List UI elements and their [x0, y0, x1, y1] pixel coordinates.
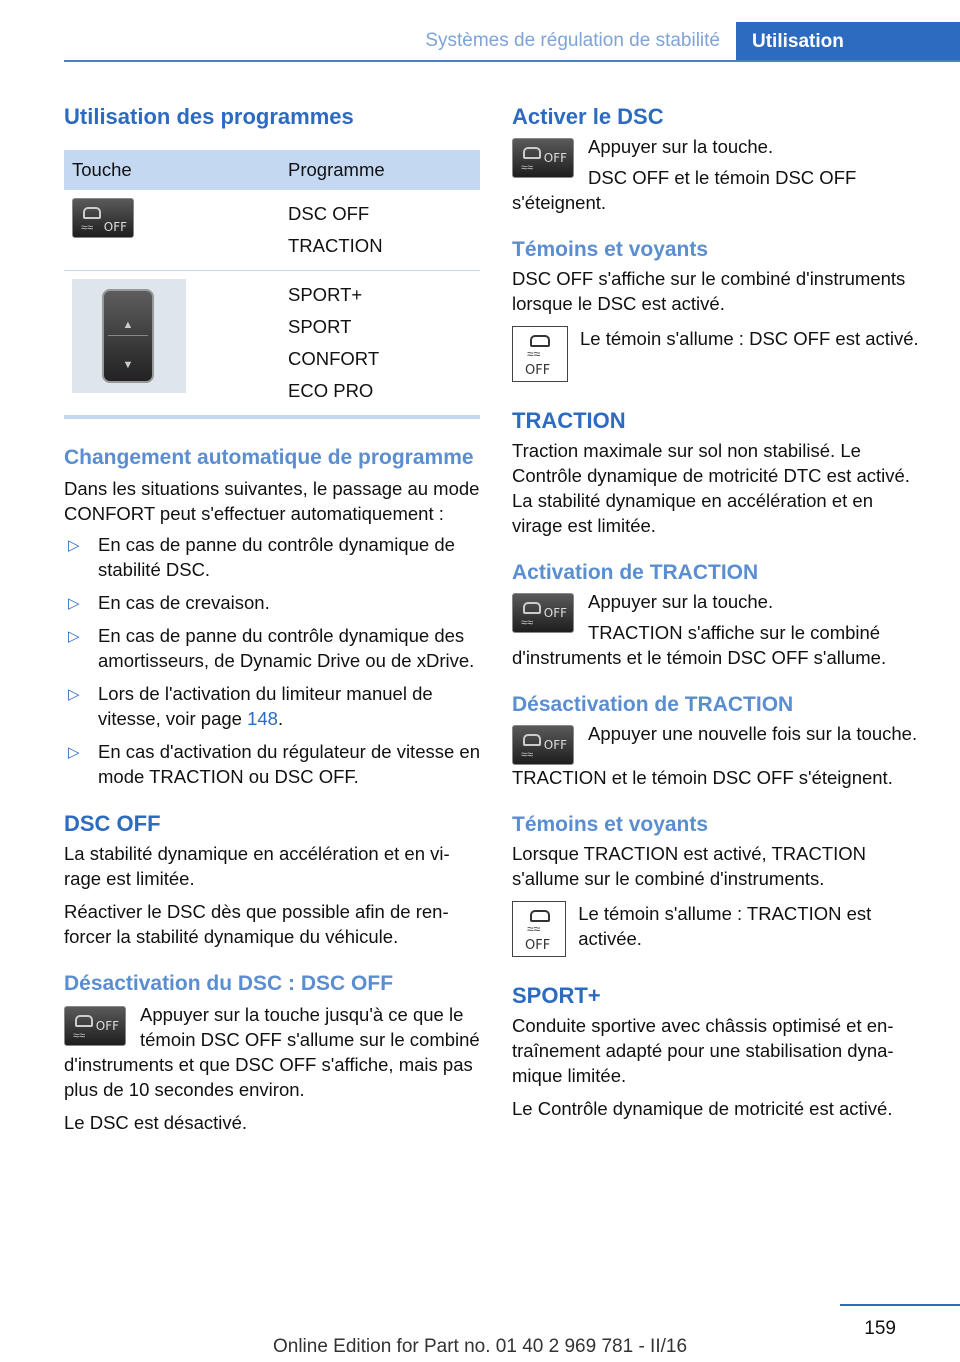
section-title-programs: Utilisation des programmes [64, 104, 354, 129]
program-traction: TRACTION [288, 235, 383, 256]
list-item: ▷ En cas de panne du contrôle dynamique de stabilité DSC. [68, 534, 455, 580]
dsc-off-button-icon: ≈≈ OFF [64, 1006, 126, 1046]
section-title-traction-activation: Activation de TRACTION [512, 561, 759, 584]
section-title-traction: TRACTION [512, 408, 626, 433]
table-row [64, 271, 480, 418]
table-cell-key [64, 190, 280, 271]
table-row [64, 190, 480, 271]
dsc-off-indicator-icon: ≈≈ OFF [512, 326, 568, 382]
traction-deactivation-block [512, 721, 928, 761]
program-table [64, 150, 480, 419]
table-cell-programs [280, 271, 480, 418]
page-header [0, 0, 960, 62]
deactivation-text-2: Le DSC est désactivé. [64, 1112, 248, 1133]
program-sport-plus: SPORT+ [288, 284, 363, 305]
list-item: ▷ En cas de panne du contrôle dynamique des amortisseurs, de Dynamic Drive ou de xDrive. [68, 625, 475, 671]
deactivation-block [64, 1002, 480, 1102]
table-cell-key [64, 271, 280, 418]
activate-text-1: Appuyer sur la touche. [588, 136, 774, 157]
header-tab[interactable]: Utilisation [736, 22, 960, 62]
table-cell-programs [280, 190, 480, 271]
traction-text: Traction maximale sur sol non stabilisé. Le Contrôle dynamique de motricité DTC est activé. La stabilité dynamique en accélération et en virage est limitée. [512, 440, 910, 536]
dsc-off-text-2: Réactiver le DSC dès que possible afin de renforcer la stabilité dynamique du véhicule. [64, 901, 449, 947]
header-section-title: Systèmes de régulation de stabilité [425, 30, 720, 51]
dsc-off-text-1: La stabilité dynamique en accélération et en virage est limitée. [64, 843, 450, 889]
traction-activation-text-1: Appuyer sur la touche. [588, 591, 774, 612]
right-column [512, 100, 928, 1121]
dsc-off-button-icon: ≈≈ OFF [512, 138, 574, 178]
list-item: ▷ Lors de l'activation du limiteur manuel de vitesse, voir page 148. [68, 683, 433, 729]
indicators-1-text-1: DSC OFF s'affiche sur le combiné d'instruments lorsque le DSC est activé. [512, 268, 906, 314]
footer-divider [840, 1304, 960, 1306]
section-title-indicators-1: Témoins et voyants [512, 238, 709, 261]
sport-plus-text-1: Conduite sportive avec châssis optimisé et entraînement adapté pour une stabilisation dynamique limitée. [512, 1015, 894, 1086]
traction-activation-text-2: TRACTION s'affiche sur le combiné d'instruments et le témoin DSC OFF s'allume. [512, 622, 887, 668]
activate-text-2: DSC OFF et le témoin DSC OFF s'éteignent. [512, 167, 857, 213]
section-title-dsc-off: DSC OFF [64, 811, 161, 836]
list-item: ▷ En cas d'activation du régulateur de vitesse en mode TRACTION ou DSC OFF. [68, 741, 480, 787]
header-divider [64, 60, 960, 62]
traction-activation-block [512, 589, 928, 670]
indicators-2-text-2: Le témoin s'allume : TRACTION est activée. [578, 903, 872, 949]
auto-change-intro: Dans les situations suivantes, le passage au mode CONFORT peut s'effectuer automatiquement : [64, 478, 480, 524]
footer-edition-text: Online Edition for Part no. 01 40 2 969 781 - II/16 [272, 1336, 688, 1357]
dsc-off-button-icon: ≈≈ OFF [512, 593, 574, 633]
section-title-deactivation: Désactivation du DSC : DSC OFF [64, 972, 394, 995]
dsc-off-button-icon: ≈≈ OFF [512, 725, 574, 765]
list-item: ▷ En cas de crevaison. [68, 592, 270, 613]
program-confort: CONFORT [288, 348, 380, 369]
section-title-auto-change: Changement automatique de programme [64, 446, 474, 469]
dsc-off-button-icon: ≈≈ OFF [72, 198, 134, 238]
activate-block [512, 134, 928, 215]
section-title-sport-plus: SPORT+ [512, 983, 601, 1008]
program-sport: SPORT [288, 316, 352, 337]
indicators-1-text-2: Le témoin s'allume : DSC OFF est activé. [580, 328, 919, 349]
sport-plus-text-2: Le Contrôle dynamique de motricité est activé. [512, 1098, 893, 1119]
traction-deactivation-text-2: TRACTION et le témoin DSC OFF s'éteignent. [512, 767, 893, 788]
traction-deactivation-text-1: Appuyer une nouvelle fois sur la touche. [588, 723, 918, 744]
dsc-off-indicator-icon: ≈≈ OFF [512, 901, 566, 957]
section-title-activate-dsc: Activer le DSC [512, 104, 664, 129]
program-eco-pro: ECO PRO [288, 380, 374, 401]
page-number: 159 [864, 1318, 896, 1339]
program-dsc-off: DSC OFF [288, 203, 370, 224]
indicator-block-2 [512, 901, 928, 957]
section-title-indicators-2: Témoins et voyants [512, 813, 709, 836]
indicators-2-text-1: Lorsque TRACTION est activé, TRACTION s'allume sur le combiné d'instruments. [512, 843, 866, 889]
indicator-block-1 [512, 326, 928, 382]
left-column [64, 100, 480, 1135]
deactivation-text-1: Appuyer sur la touche jusqu'à ce que le témoin DSC OFF s'allume sur le combiné d'instruments et que DSC OFF s'affiche, mais pas plus de 10 secondes environ. [64, 1004, 480, 1100]
drive-mode-rocker-switch-icon: ▲ ▼ [72, 279, 186, 393]
auto-change-list [64, 532, 480, 789]
table-header-touche: Touche [64, 150, 280, 190]
table-header-programme: Programme [280, 150, 480, 190]
section-title-traction-deactivation: Désactivation de TRACTION [512, 693, 794, 716]
page-link[interactable]: 148 [247, 708, 278, 729]
